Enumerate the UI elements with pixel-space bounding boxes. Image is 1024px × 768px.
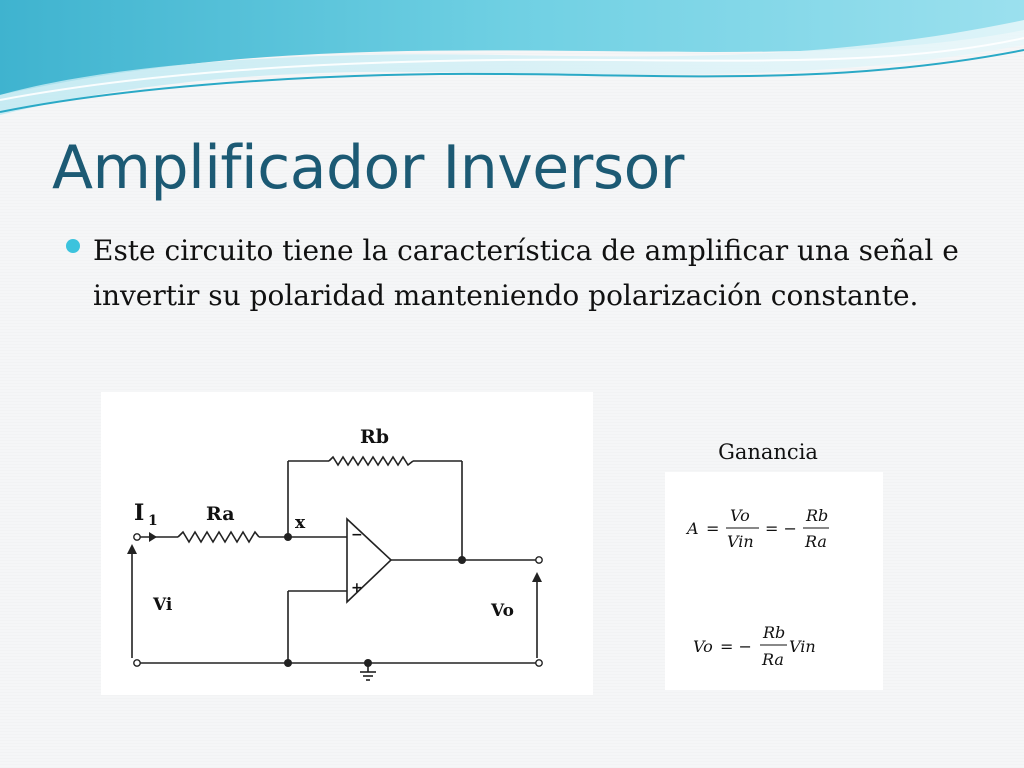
- formula2-lhs: Vo: [693, 637, 713, 656]
- inverting-amplifier-schematic: [101, 392, 593, 695]
- formula2-frac-numerator: Rb: [763, 623, 786, 642]
- junction-x-dot: [284, 533, 292, 541]
- input-terminal-bottom: [134, 660, 140, 666]
- label-vo: Vo: [491, 601, 514, 621]
- label-minus-input: −: [351, 527, 363, 543]
- bullet-list: [66, 228, 986, 318]
- formula1-frac1-numerator: Vo: [730, 506, 750, 525]
- formula2-equals-minus: = −: [720, 637, 752, 656]
- label-i1-subscript: 1: [148, 513, 158, 529]
- junction-output-dot: [458, 556, 466, 564]
- formula2-frac-denominator: Ra: [762, 650, 784, 669]
- label-plus-input: +: [351, 580, 363, 596]
- junction-ground-left-dot: [284, 659, 292, 667]
- formula1-frac2-numerator: Rb: [806, 506, 829, 525]
- junction-ground-dot: [364, 659, 372, 667]
- circuit-diagram-panel: [101, 392, 593, 695]
- label-vi: Vi: [153, 595, 173, 615]
- formula1-equals-minus: = −: [765, 519, 797, 538]
- label-rb: Rb: [360, 426, 390, 448]
- gain-formulas: [665, 472, 883, 690]
- slide-title: Amplificador Inversor: [52, 133, 684, 203]
- header-swoosh-decoration: [0, 0, 1024, 130]
- current-arrow-icon: [149, 532, 157, 542]
- output-terminal-top: [536, 557, 542, 563]
- gain-formula-panel: [665, 472, 883, 690]
- formula1-lhs: A: [687, 519, 699, 538]
- formula1-frac1-denominator: Vin: [727, 532, 754, 551]
- label-ra: Ra: [206, 503, 235, 525]
- label-i1: I: [134, 500, 145, 526]
- bullet-dot-icon: [66, 239, 80, 253]
- resistor-rb: [329, 457, 413, 465]
- formula2-tail: Vin: [789, 637, 816, 656]
- bullet-item: [66, 228, 986, 318]
- output-terminal-bottom: [536, 660, 542, 666]
- formula1-equals: =: [706, 519, 720, 538]
- formula1-frac2-denominator: Ra: [805, 532, 827, 551]
- bullet-text: Este circuito tiene la característica de amplificar una señal e invertir su polaridad manteniendo polarización constante.: [93, 234, 959, 312]
- gain-label: Ganancia: [718, 440, 818, 464]
- input-terminal-top: [134, 534, 140, 540]
- resistor-ra: [178, 532, 259, 542]
- vo-arrow-head-icon: [532, 572, 542, 582]
- vi-arrow-head-icon: [127, 544, 137, 554]
- label-node-x: x: [295, 513, 306, 533]
